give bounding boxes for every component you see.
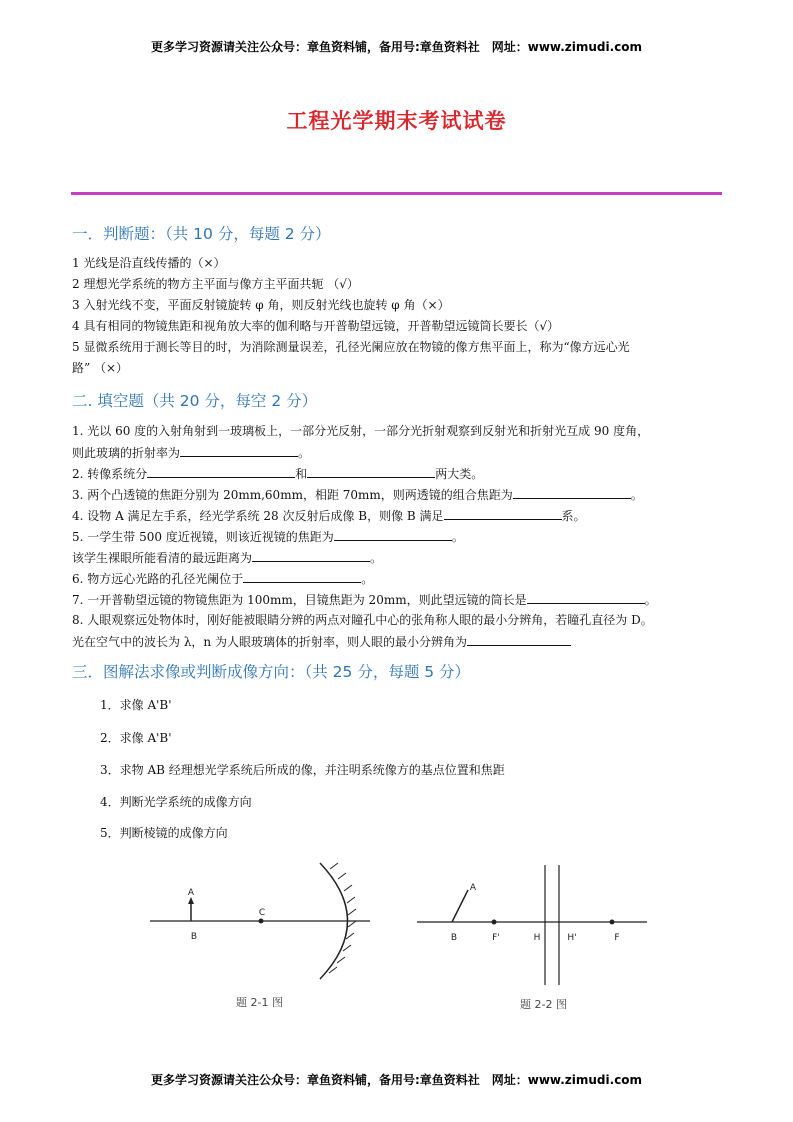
label-f: F xyxy=(614,933,620,943)
fill-q1-line2 xyxy=(72,442,732,464)
fill-q6 xyxy=(72,568,732,590)
section1-heading: 一．判断题：（共 10 分，每题 2 分） xyxy=(72,225,331,243)
fill-q5 xyxy=(72,526,732,548)
object-focus-point xyxy=(610,920,615,925)
q1-text: 则此玻璃的折射率为 xyxy=(72,446,181,460)
answer-blank[interactable] xyxy=(527,589,645,604)
q4-text: 4. 设物 A 满足左手系，经光学系统 28 次反射后成像 B，则像 B 满足 xyxy=(72,509,444,523)
figure-2-1 xyxy=(140,855,380,990)
answer-blank[interactable] xyxy=(444,505,562,520)
figure-2-1-caption: 题 2-1 图 xyxy=(236,996,283,1009)
q2-text: 2. 转像系统分 xyxy=(72,467,148,481)
section3-item: 5．判断棱镜的成像方向 xyxy=(100,826,228,840)
q6-end: 。 xyxy=(361,572,374,586)
answer-blank[interactable] xyxy=(467,631,571,646)
title-divider xyxy=(71,192,722,195)
section1-item: 1 光线是沿直线传播的（×） xyxy=(72,256,226,270)
footer-banner: 更多学习资源请关注公众号：章鱼资料铺，备用号:章鱼资料社 网址：www.zimudi.com xyxy=(150,1073,643,1087)
answer-blank[interactable] xyxy=(334,526,452,541)
fill-q3 xyxy=(72,484,732,506)
object-line xyxy=(452,890,468,922)
page-title: 工程光学期末考试试卷 xyxy=(286,108,507,133)
section2-heading: 二. 填空题（共 20 分，每空 2 分） xyxy=(72,392,318,410)
fill-q1-line1: 1. 光以 60 度的入射角射到一玻璃板上，一部分光反射，一部分光折射观察到反射光和折射光互成 90 度角， xyxy=(72,424,650,438)
q3-end: 。 xyxy=(630,488,643,502)
label-b: B xyxy=(190,932,198,942)
q5-end2: 。 xyxy=(370,551,383,565)
section1-item: 路” （×） xyxy=(72,361,129,375)
section1-item: 2 理想光学系统的物方主平面与像方主平面共轭 （√） xyxy=(72,277,359,291)
fill-q5-line2 xyxy=(72,547,732,569)
fill-q8-line2 xyxy=(72,631,732,653)
q1-end: 。 xyxy=(298,446,311,460)
label-c: C xyxy=(258,908,266,918)
label-h: H xyxy=(533,933,541,943)
object-arrowhead xyxy=(188,897,194,904)
label-a: A xyxy=(187,888,195,898)
figure-2-2 xyxy=(412,860,652,990)
q5-text: 5. 一学生带 500 度近视镜，则该近视镜的焦距为 xyxy=(72,530,334,544)
fill-q2 xyxy=(72,463,732,485)
label-f-prime: F' xyxy=(492,933,500,943)
answer-blank[interactable] xyxy=(513,484,631,499)
q5-text2: 该学生裸眼所能看清的最远距离为 xyxy=(72,551,253,565)
label-b: B xyxy=(450,933,458,943)
section3-item: 2．求像 A'B' xyxy=(100,731,172,745)
figure-2-2-caption: 题 2-2 图 xyxy=(520,998,567,1011)
q2-end: 两大类。 xyxy=(435,467,484,481)
header-banner: 更多学习资源请关注公众号：章鱼资料铺，备用号:章鱼资料社 网址：www.zimudi.com xyxy=(150,40,643,54)
section3-item: 1．求像 A'B' xyxy=(100,698,172,712)
label-h-prime: H' xyxy=(567,933,577,943)
section3-heading: 三．图解法求像或判断成像方向：（共 25 分，每题 5 分） xyxy=(72,663,471,681)
q3-text: 3. 两个凸透镜的焦距分别为 20mm,60mm，相距 70mm，则两透镜的组合焦距为 xyxy=(72,488,513,502)
fill-q7 xyxy=(72,589,732,611)
fill-q8-line1: 8. 人眼观察远处物体时，刚好能被眼睛分辨的两点对瞳孔中心的张角称人眼的最小分辨角，若瞳孔直径为 D。 xyxy=(72,613,653,627)
q8-text: 光在空气中的波长为 λ，n 为人眼玻璃体的折射率，则人眼的最小分辨角为 xyxy=(72,635,467,649)
q7-end: 。 xyxy=(644,593,657,607)
fill-q4 xyxy=(72,505,732,527)
center-point xyxy=(259,919,264,924)
q7-text: 7. 一开普勒望远镜的物镜焦距为 100mm，目镜焦距为 20mm，则此望远镜的筒长是 xyxy=(72,593,527,607)
section1-item: 4 具有相同的物镜焦距和视角放大率的伽利略与开普勒望远镜，开普勒望远镜筒长要长（√） xyxy=(72,319,560,333)
answer-blank[interactable] xyxy=(243,568,361,583)
q6-text: 6. 物方远心光路的孔径光阑位于 xyxy=(72,572,244,586)
label-a: A xyxy=(469,883,477,893)
section3-item: 3．求物 AB 经理想光学系统后所成的像，并注明系统像方的基点位置和焦距 xyxy=(100,763,505,777)
q5-end: 。 xyxy=(451,530,464,544)
answer-blank[interactable] xyxy=(252,547,370,562)
answer-blank[interactable] xyxy=(147,463,295,478)
q4-end: 系。 xyxy=(561,509,586,523)
answer-blank[interactable] xyxy=(180,442,298,457)
image-focus-point xyxy=(492,920,497,925)
answer-blank[interactable] xyxy=(307,463,435,478)
q2-mid: 和 xyxy=(295,467,308,481)
section1-item: 5 显微系统用于测长等目的时，为消除测量误差，孔径光阑应放在物镜的像方焦平面上，称为“像方远心光 xyxy=(72,340,630,354)
section1-item: 3 入射光线不变，平面反射镜旋转 φ 角，则反射光线也旋转 φ 角（×） xyxy=(72,298,450,312)
section3-item: 4．判断光学系统的成像方向 xyxy=(100,795,252,809)
